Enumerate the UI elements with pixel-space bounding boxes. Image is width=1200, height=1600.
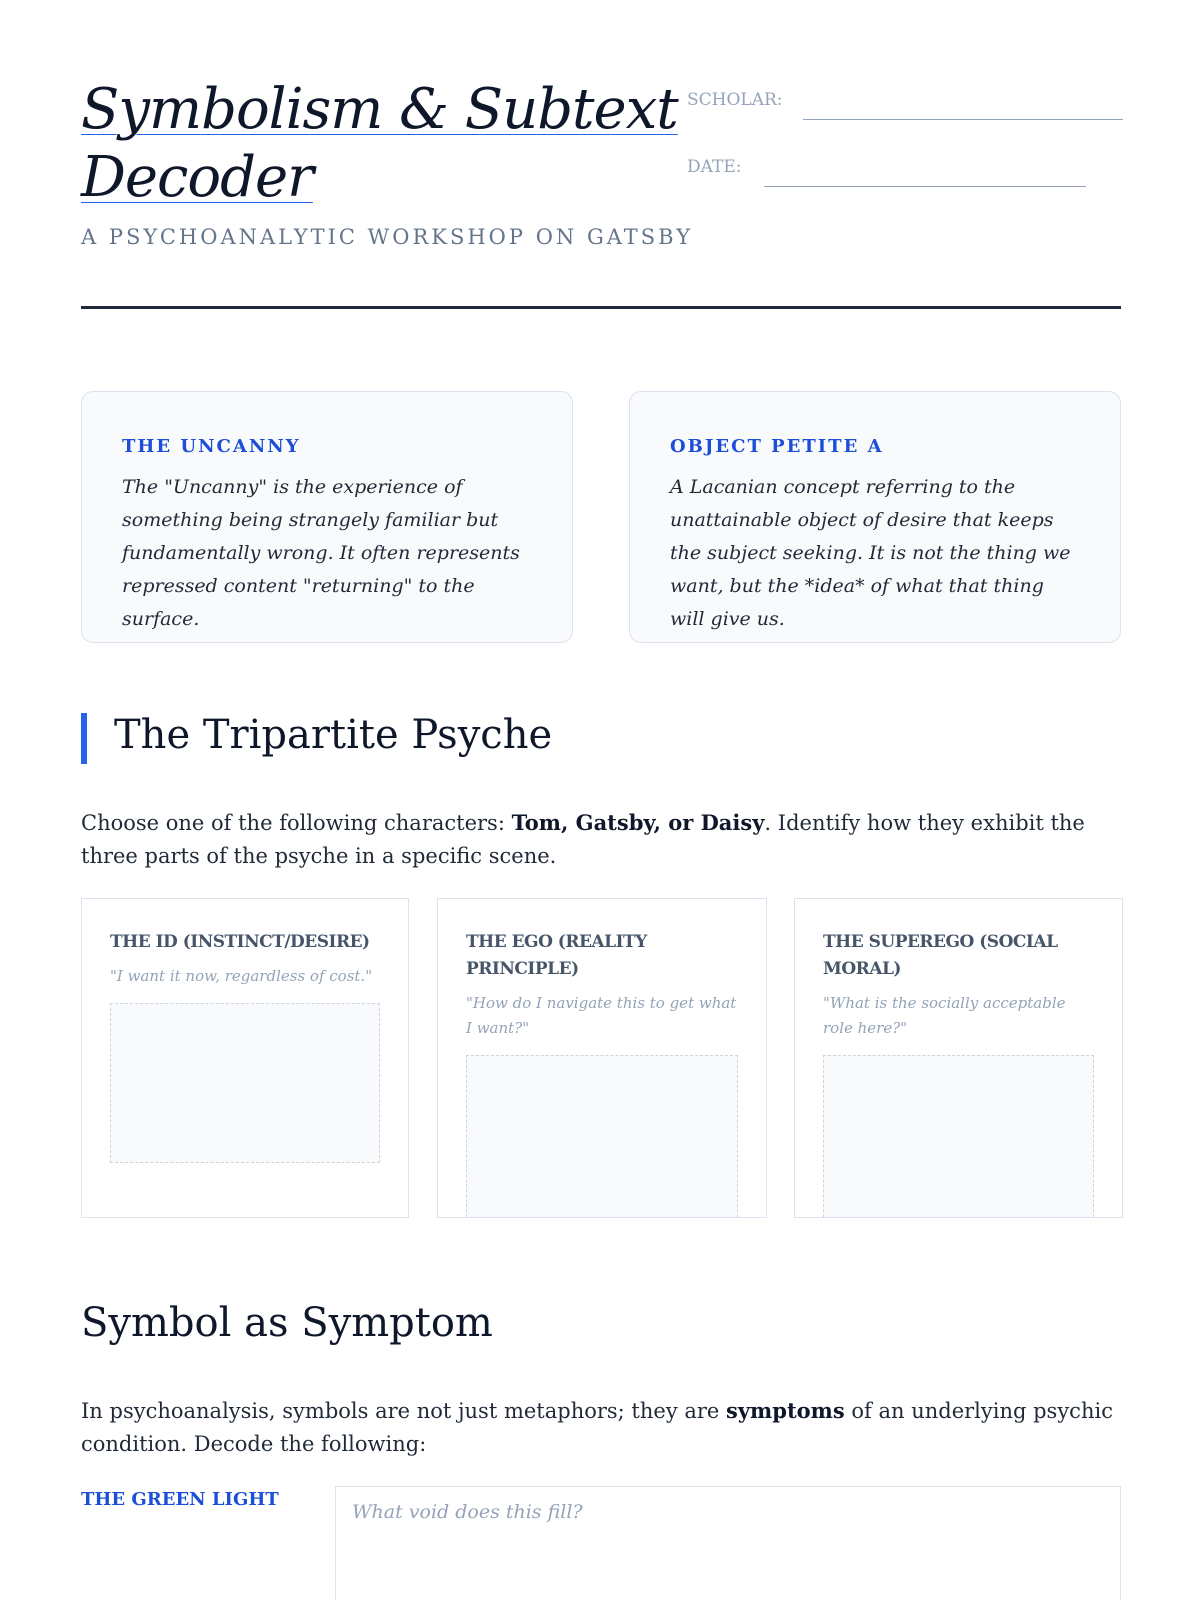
psyche-box-ego xyxy=(437,898,767,1218)
instruction-text: . Identify how they exhibit the three parts of the psyche in a specific scene. xyxy=(81,811,1085,868)
instruction-text: of an underlying psychic condition. Decode the following: xyxy=(81,1399,1113,1456)
date-field[interactable] xyxy=(764,186,1086,187)
psyche-answer-area-superego[interactable] xyxy=(823,1055,1094,1218)
concept-body: A Lacanian concept referring to the unattainable object of desire that keeps the subject seeking. It is not the thing we want, but the *idea* of what that thing will give us. xyxy=(670,476,1071,630)
concept-title: OBJECT PETITE A xyxy=(670,436,884,457)
psyche-title: THE SUPEREGO (SOCIAL MORAL) xyxy=(823,932,1058,979)
scholar-label: SCHOLAR: xyxy=(687,90,783,110)
psyche-title: THE EGO (REALITY PRINCIPLE) xyxy=(466,932,647,979)
page-subtitle: A PSYCHOANALYTIC WORKSHOP ON GATSBY xyxy=(81,225,694,249)
concept-body: The "Uncanny" is the experience of something being strangely familiar but fundamentally wrong. It often represents repressed content "returning" to the surface. xyxy=(122,476,520,630)
page-title: Symbolism & Subtext Decoder xyxy=(81,77,678,210)
date-label: DATE: xyxy=(687,157,742,177)
concept-title: THE UNCANNY xyxy=(122,436,301,457)
psyche-quote: "How do I navigate this to get what I want?" xyxy=(466,994,737,1037)
symbol-label-green-light: THE GREEN LIGHT xyxy=(81,1489,279,1510)
psyche-title: THE ID (INSTINCT/DESIRE) xyxy=(110,932,370,952)
section-heading-tripartite: The Tripartite Psyche xyxy=(114,712,553,758)
symptom-instructions xyxy=(81,1394,1121,1461)
psyche-box-superego xyxy=(794,898,1123,1218)
concept-card-uncanny xyxy=(81,391,573,643)
psyche-answer-area-id[interactable] xyxy=(110,1003,380,1163)
psyche-box-id xyxy=(81,898,409,1218)
section-accent-bar xyxy=(81,713,87,764)
psyche-answer-area-ego[interactable] xyxy=(466,1055,738,1218)
scholar-field[interactable] xyxy=(803,119,1123,120)
psyche-quote: "I want it now, regardless of cost." xyxy=(110,967,373,985)
instruction-emphasis: symptoms xyxy=(726,1398,845,1423)
header-divider xyxy=(81,306,1121,309)
instruction-text: Choose one of the following characters: xyxy=(81,811,512,835)
symbol-answer-green-light[interactable] xyxy=(335,1486,1121,1600)
psyche-quote: "What is the socially acceptable role here?" xyxy=(823,994,1066,1037)
tripartite-instructions xyxy=(81,806,1121,873)
instruction-text: In psychoanalysis, symbols are not just metaphors; they are xyxy=(81,1399,727,1423)
instruction-characters: Tom, Gatsby, or Daisy xyxy=(511,810,765,835)
section-heading-symptom: Symbol as Symptom xyxy=(81,1300,493,1346)
concept-card-object-petite-a xyxy=(629,391,1121,643)
